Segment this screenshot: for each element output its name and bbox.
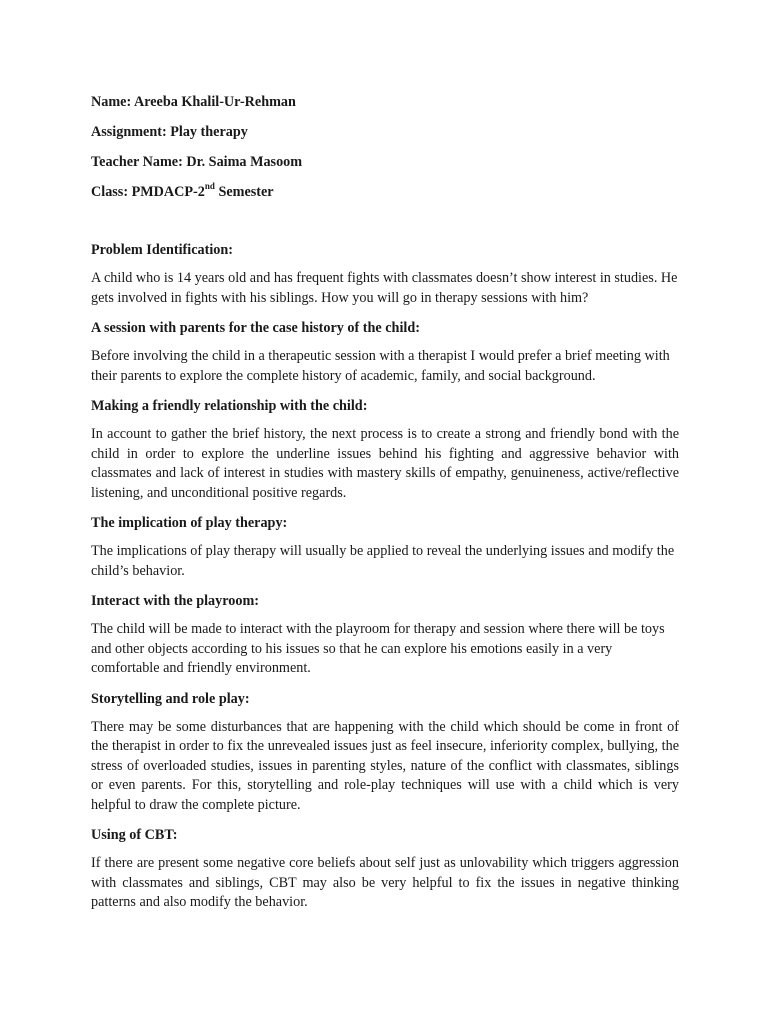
class-superscript: nd <box>204 181 215 192</box>
section-body-friendly-relationship: In account to gather the brief history, the next process is to create a strong and friendly bond with the child in order to explore the underline issues behind his fighting and aggressive behavior with classmates and lack of interest in studies with mastery skills of empathy, genuineness, active/reflective listening, and unconditional positive regards. <box>91 426 679 501</box>
section-heading-playroom: Interact with the playroom: <box>91 593 259 609</box>
section-heading-problem: Problem Identification: <box>91 242 233 258</box>
section-body-storytelling: There may be some disturbances that are happening with the child which should be come in front of the therapist in order to fix the unrevealed issues just as feel insecure, inferiority complex, bullying, the stress of overloaded studies, issues in parenting styles, nature of the conflict with classmates, siblings or even parents. For this, storytelling and role-play techniques will use with a child which is very helpful to draw the complete picture. <box>91 718 679 813</box>
teacher-name: Teacher Name: Dr. Saima Masoom <box>91 154 303 170</box>
section-heading-storytelling: Storytelling and role play: <box>91 690 250 707</box>
section-heading-friendly-relationship: Making a friendly relationship with the child: <box>91 398 368 414</box>
section-body-playroom: The child will be made to interact with the playroom for therapy and session where there will be toys and other objects according to his issues so that he can explore his emotions easily in a very comfortable and friendly environment. <box>91 621 665 676</box>
class-prefix: Class: PMDACP-2 <box>91 184 205 200</box>
document-content <box>91 92 679 923</box>
section-body-cbt: If there are present some negative core beliefs about self just as unlovability which triggers aggression with classmates and siblings, CBT may also be very helpful to fix the issues in negative thinking patterns and also modify the behavior. <box>91 855 679 910</box>
assignment-title: Assignment: Play therapy <box>91 124 248 140</box>
section-heading-parents-session: A session with parents for the case history of the child: <box>91 320 420 336</box>
class-suffix: Semester <box>214 184 274 200</box>
section-body-play-therapy: The implications of play therapy will usually be applied to reveal the underlying issues and modify the child’s behavior. <box>91 543 675 579</box>
header-spacer <box>91 212 679 240</box>
section-body-parents-session: Before involving the child in a therapeutic session with a therapist I would prefer a brief meeting with their parents to explore the complete history of academic, family, and social background. <box>91 348 670 384</box>
class-info <box>91 182 679 202</box>
student-name: Name: Areeba Khalil-Ur-Rehman <box>91 94 296 110</box>
section-heading-play-therapy: The implication of play therapy: <box>91 515 288 531</box>
section-body-problem: A child who is 14 years old and has frequent fights with classmates doesn’t show interest in studies. He gets involved in fights with his siblings. How you will go in therapy sessions with him? <box>91 270 678 306</box>
section-heading-cbt: Using of CBT: <box>91 827 178 843</box>
